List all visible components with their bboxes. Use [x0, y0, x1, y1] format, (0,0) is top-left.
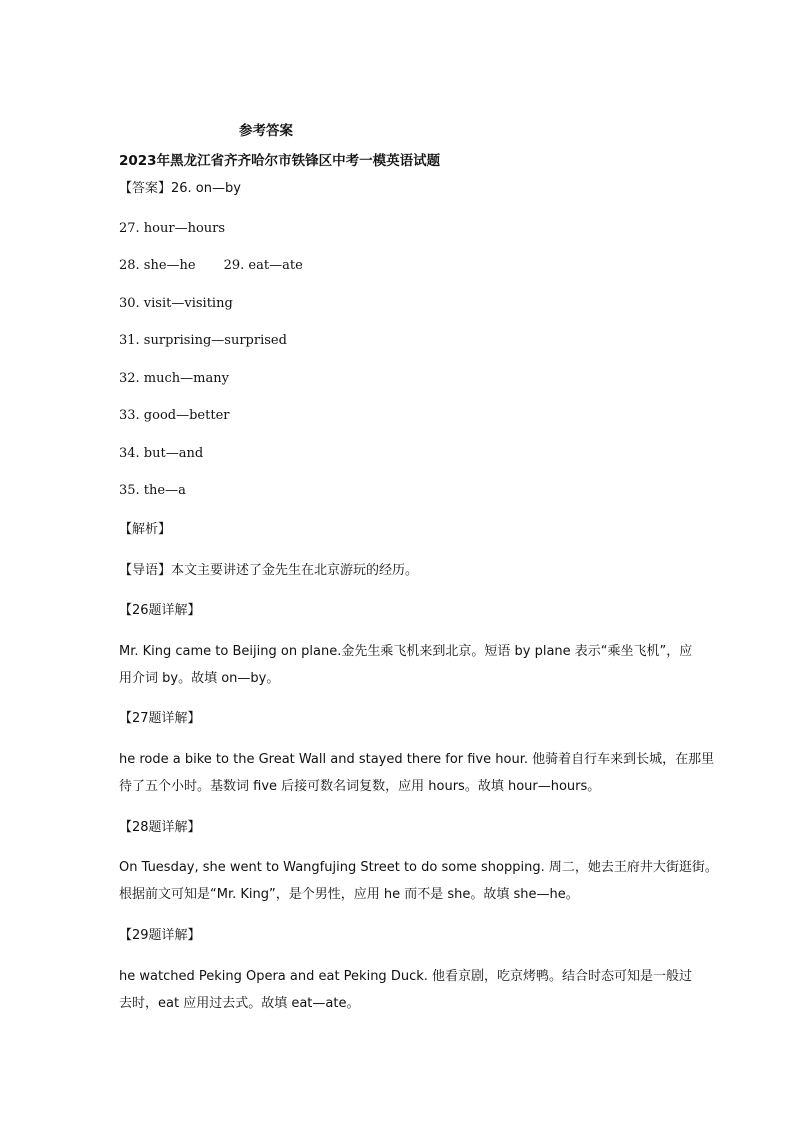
answer-line-33: 33. good—better	[119, 408, 230, 423]
guide-text: 【导语】本文主要讲述了金先生在北京游玩的经历。	[119, 563, 419, 578]
q28-line-2: 根据前文可知是“Mr. King”，是个男性，应用 he 而不是 she。故填 she—he。	[119, 887, 579, 902]
answer-29: 29. eat—ate	[223, 258, 303, 273]
q27-line-1: he rode a bike to the Great Wall and stayed there for five hour. 他骑着自行车来到长城，在那里	[119, 752, 715, 767]
q29-label: 【29题详解】	[119, 928, 201, 943]
answer-line-35: 35. the—a	[119, 483, 186, 498]
q26-label: 【26题详解】	[119, 603, 201, 618]
page-heading: 参考答案	[239, 123, 293, 139]
q26-line-2: 用介词 by。故填 on—by。	[119, 671, 280, 686]
document-title: 2023年黑龙江省齐齐哈尔市铁锋区中考一模英语试题	[119, 153, 441, 169]
answer-line-26: 【答案】26. on—by	[119, 181, 241, 196]
analysis-label: 【解析】	[119, 522, 172, 537]
answer-line-34: 34. but—and	[119, 446, 204, 461]
q29-line-1: he watched Peking Opera and eat Peking Duck. 他看京剧，吃京烤鸭。结合时态可知是一般过	[119, 969, 693, 984]
answer-line-27: 27. hour—hours	[119, 221, 226, 236]
q27-label: 【27题详解】	[119, 711, 201, 726]
answer-line-32: 32. much—many	[119, 371, 229, 386]
q28-label: 【28题详解】	[119, 820, 201, 835]
q26-line-1: Mr. King came to Beijing on plane.金先生乘飞机来到北京。短语 by plane 表示“乘坐飞机”，应	[119, 644, 693, 659]
q29-line-2: 去时，eat 应用过去式。故填 eat—ate。	[119, 996, 360, 1011]
q27-line-2: 待了五个小时。基数词 five 后接可数名词复数，应用 hours。故填 hour—hours。	[119, 779, 601, 794]
answer-line-30: 30. visit—visiting	[119, 296, 233, 311]
answer-28: 28. she—he	[119, 258, 196, 273]
q28-line-1: On Tuesday, she went to Wangfujing Street to do some shopping. 周二，她去王府井大街逛街。	[119, 860, 718, 875]
answer-line-31: 31. surprising—surprised	[119, 333, 287, 348]
answer-line-28-29	[119, 257, 303, 275]
